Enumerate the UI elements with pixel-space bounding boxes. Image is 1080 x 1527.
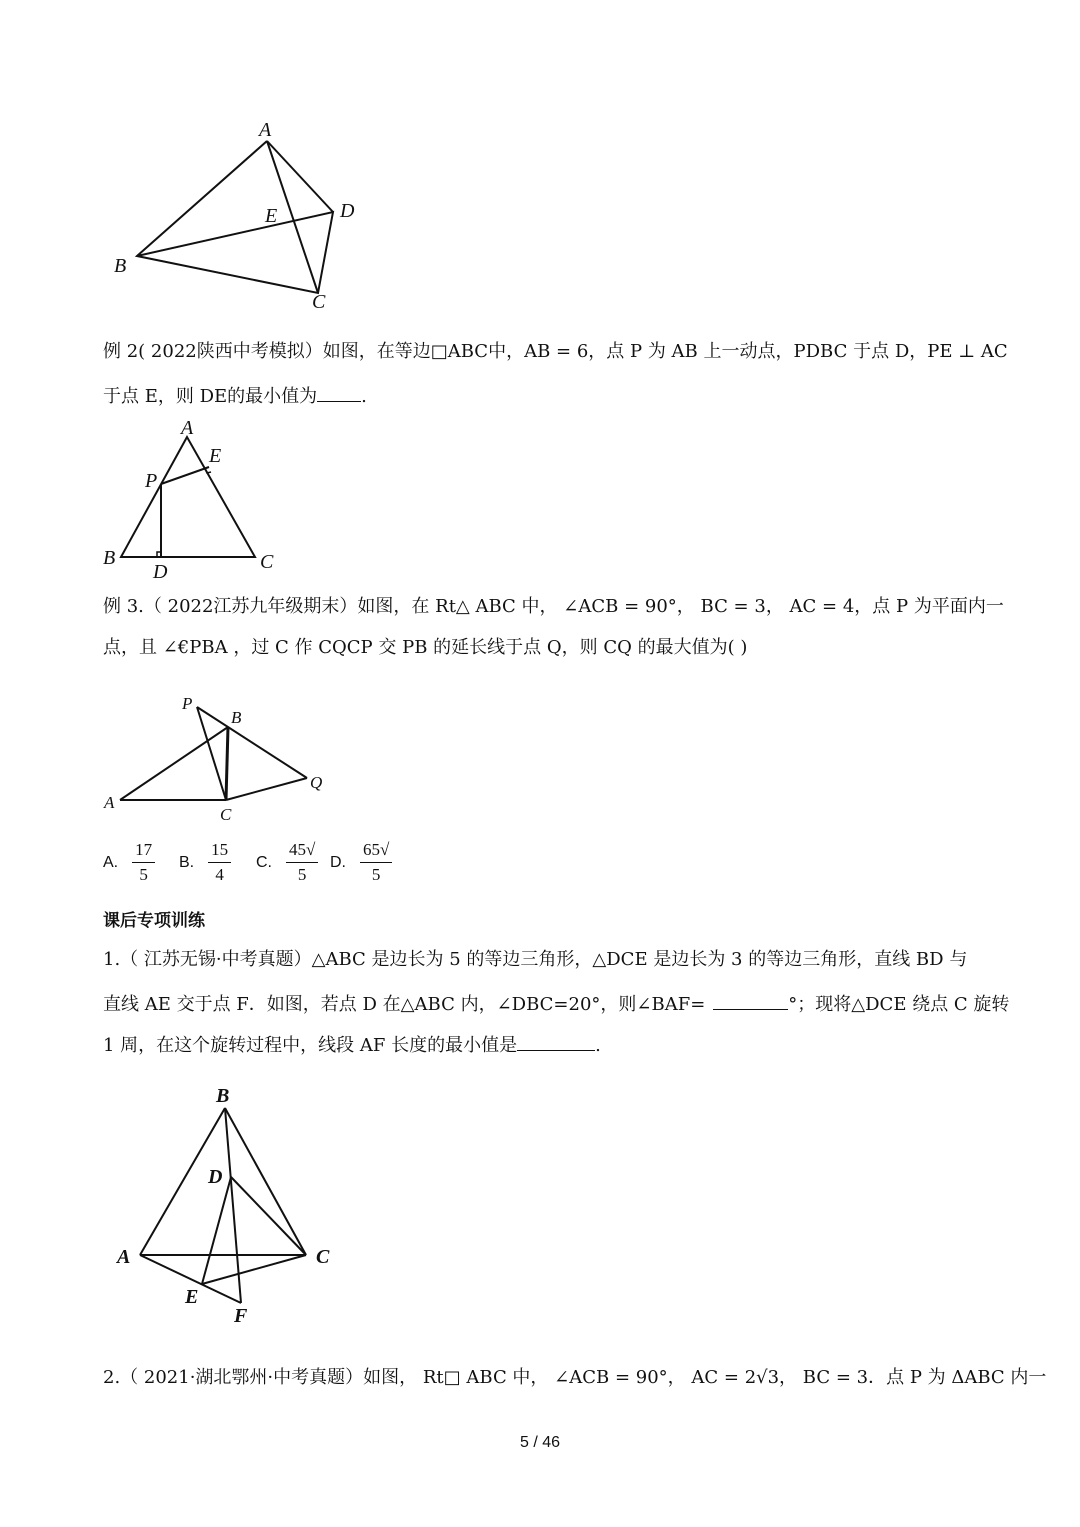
fig1-label-C: C bbox=[312, 291, 326, 313]
problem-1-line-3 bbox=[103, 1032, 601, 1058]
example-2-line-1: 例 2( 2022陕西中考模拟）如图，在等边□ABC中，AB = 6，点 P 为 AB 上一动点，PDBC 于点 D，PE ⊥ AC bbox=[103, 341, 1008, 362]
option-c[interactable] bbox=[256, 840, 318, 885]
option-b-fraction bbox=[208, 840, 231, 885]
option-c-denominator: 5 bbox=[297, 865, 307, 884]
fig4-label-C: C bbox=[316, 1246, 330, 1268]
option-c-fraction bbox=[286, 840, 318, 885]
fig2-label-B: B bbox=[103, 547, 116, 569]
figure-1 bbox=[0, 0, 1080, 330]
fig4-label-F: F bbox=[234, 1305, 248, 1327]
option-b-numerator: 15 bbox=[208, 840, 231, 863]
figure-2-lines bbox=[121, 437, 255, 557]
problem-1-line-3-end: . bbox=[595, 1035, 601, 1056]
figure-1-lines bbox=[137, 141, 333, 293]
fig2-label-D: D bbox=[153, 561, 168, 583]
example-2-line-2-end: . bbox=[361, 386, 367, 407]
example-3-line-2: 点，且 ∠€PBA ，过 C 作 CQCP 交 PB 的延长线于点 Q，则 CQ 的最大值为( ) bbox=[103, 637, 748, 658]
fig4-label-A: A bbox=[117, 1246, 131, 1268]
problem-1-line-2 bbox=[103, 991, 1009, 1017]
fig3-label-C: C bbox=[220, 805, 232, 824]
answer-blank-length[interactable] bbox=[517, 1032, 595, 1051]
option-b-letter: B. bbox=[179, 853, 195, 871]
figure-4-lines bbox=[140, 1108, 306, 1303]
fig4-label-D: D bbox=[208, 1166, 223, 1188]
problem-1-line-2-end: °；现将△DCE 绕点 C 旋转 bbox=[788, 994, 1010, 1015]
option-a-denominator: 5 bbox=[139, 865, 148, 884]
answer-blank[interactable] bbox=[317, 383, 361, 402]
section-heading: 课后专项训练 bbox=[103, 911, 205, 931]
fig1-label-A: A bbox=[259, 119, 272, 141]
fig4-label-E: E bbox=[185, 1286, 199, 1308]
figure-2 bbox=[0, 410, 1080, 583]
figure-4 bbox=[0, 1080, 1080, 1330]
example-2-line-2-text: 于点 E，则 DE的最小值为 bbox=[103, 386, 318, 407]
option-d-denominator: 5 bbox=[371, 865, 381, 884]
option-a-numerator: 17 bbox=[132, 840, 155, 863]
fig4-label-B: B bbox=[216, 1085, 230, 1107]
problem-2-line-1: 2.（ 2021·湖北鄂州·中考真题）如图， Rt□ ABC 中， ∠ACB = 90°， AC = 2√3， BC = 3．点 P 为 ΔABC 内一 bbox=[103, 1367, 1047, 1388]
example-3-line-1: 例 3.（ 2022江苏九年级期末）如图，在 Rt△ ABC 中， ∠ACB = 90°， BC = 3， AC = 4，点 P 为平面内一 bbox=[103, 596, 1004, 617]
figure-3-lines bbox=[120, 707, 307, 800]
fig3-label-B: B bbox=[231, 708, 242, 727]
fig1-label-D: D bbox=[340, 200, 355, 222]
problem-1-line-2-text: 直线 AE 交于点 F．如图，若点 D 在△ABC 内，∠DBC=20°，则∠BAF= bbox=[103, 994, 706, 1015]
option-d-letter: D. bbox=[330, 853, 346, 871]
option-d[interactable] bbox=[330, 840, 392, 885]
fig1-label-E: E bbox=[265, 205, 278, 227]
option-a-letter: A. bbox=[103, 853, 119, 871]
fig1-label-B: B bbox=[114, 255, 127, 277]
figure-3 bbox=[0, 690, 1080, 825]
fig2-label-E: E bbox=[209, 445, 222, 467]
fig2-label-P: P bbox=[145, 470, 158, 492]
page-number: 5 / 46 bbox=[519, 1434, 561, 1451]
option-a[interactable] bbox=[103, 840, 155, 885]
option-a-fraction bbox=[132, 840, 155, 885]
problem-1-line-1: 1.（ 江苏无锡·中考真题）△ABC 是边长为 5 的等边三角形，△DCE 是边长为 3 的等边三角形，直线 BD 与 bbox=[103, 949, 968, 970]
example-2-line-2 bbox=[103, 383, 367, 409]
fig3-label-A: A bbox=[104, 793, 115, 812]
option-b[interactable] bbox=[179, 840, 231, 885]
option-d-fraction bbox=[360, 840, 392, 885]
option-c-letter: C. bbox=[256, 853, 272, 871]
option-d-numerator: 65√ bbox=[360, 840, 392, 863]
option-c-numerator: 45√ bbox=[286, 840, 318, 863]
answer-blank-angle[interactable] bbox=[713, 991, 788, 1010]
problem-1-line-3-text: 1 周，在这个旋转过程中，线段 AF 长度的最小值是 bbox=[103, 1035, 518, 1056]
fig3-label-Q: Q bbox=[310, 773, 323, 792]
option-b-denominator: 4 bbox=[215, 865, 224, 884]
fig2-label-C: C bbox=[260, 551, 274, 573]
fig2-label-A: A bbox=[181, 417, 194, 439]
fig3-label-P: P bbox=[182, 694, 193, 713]
